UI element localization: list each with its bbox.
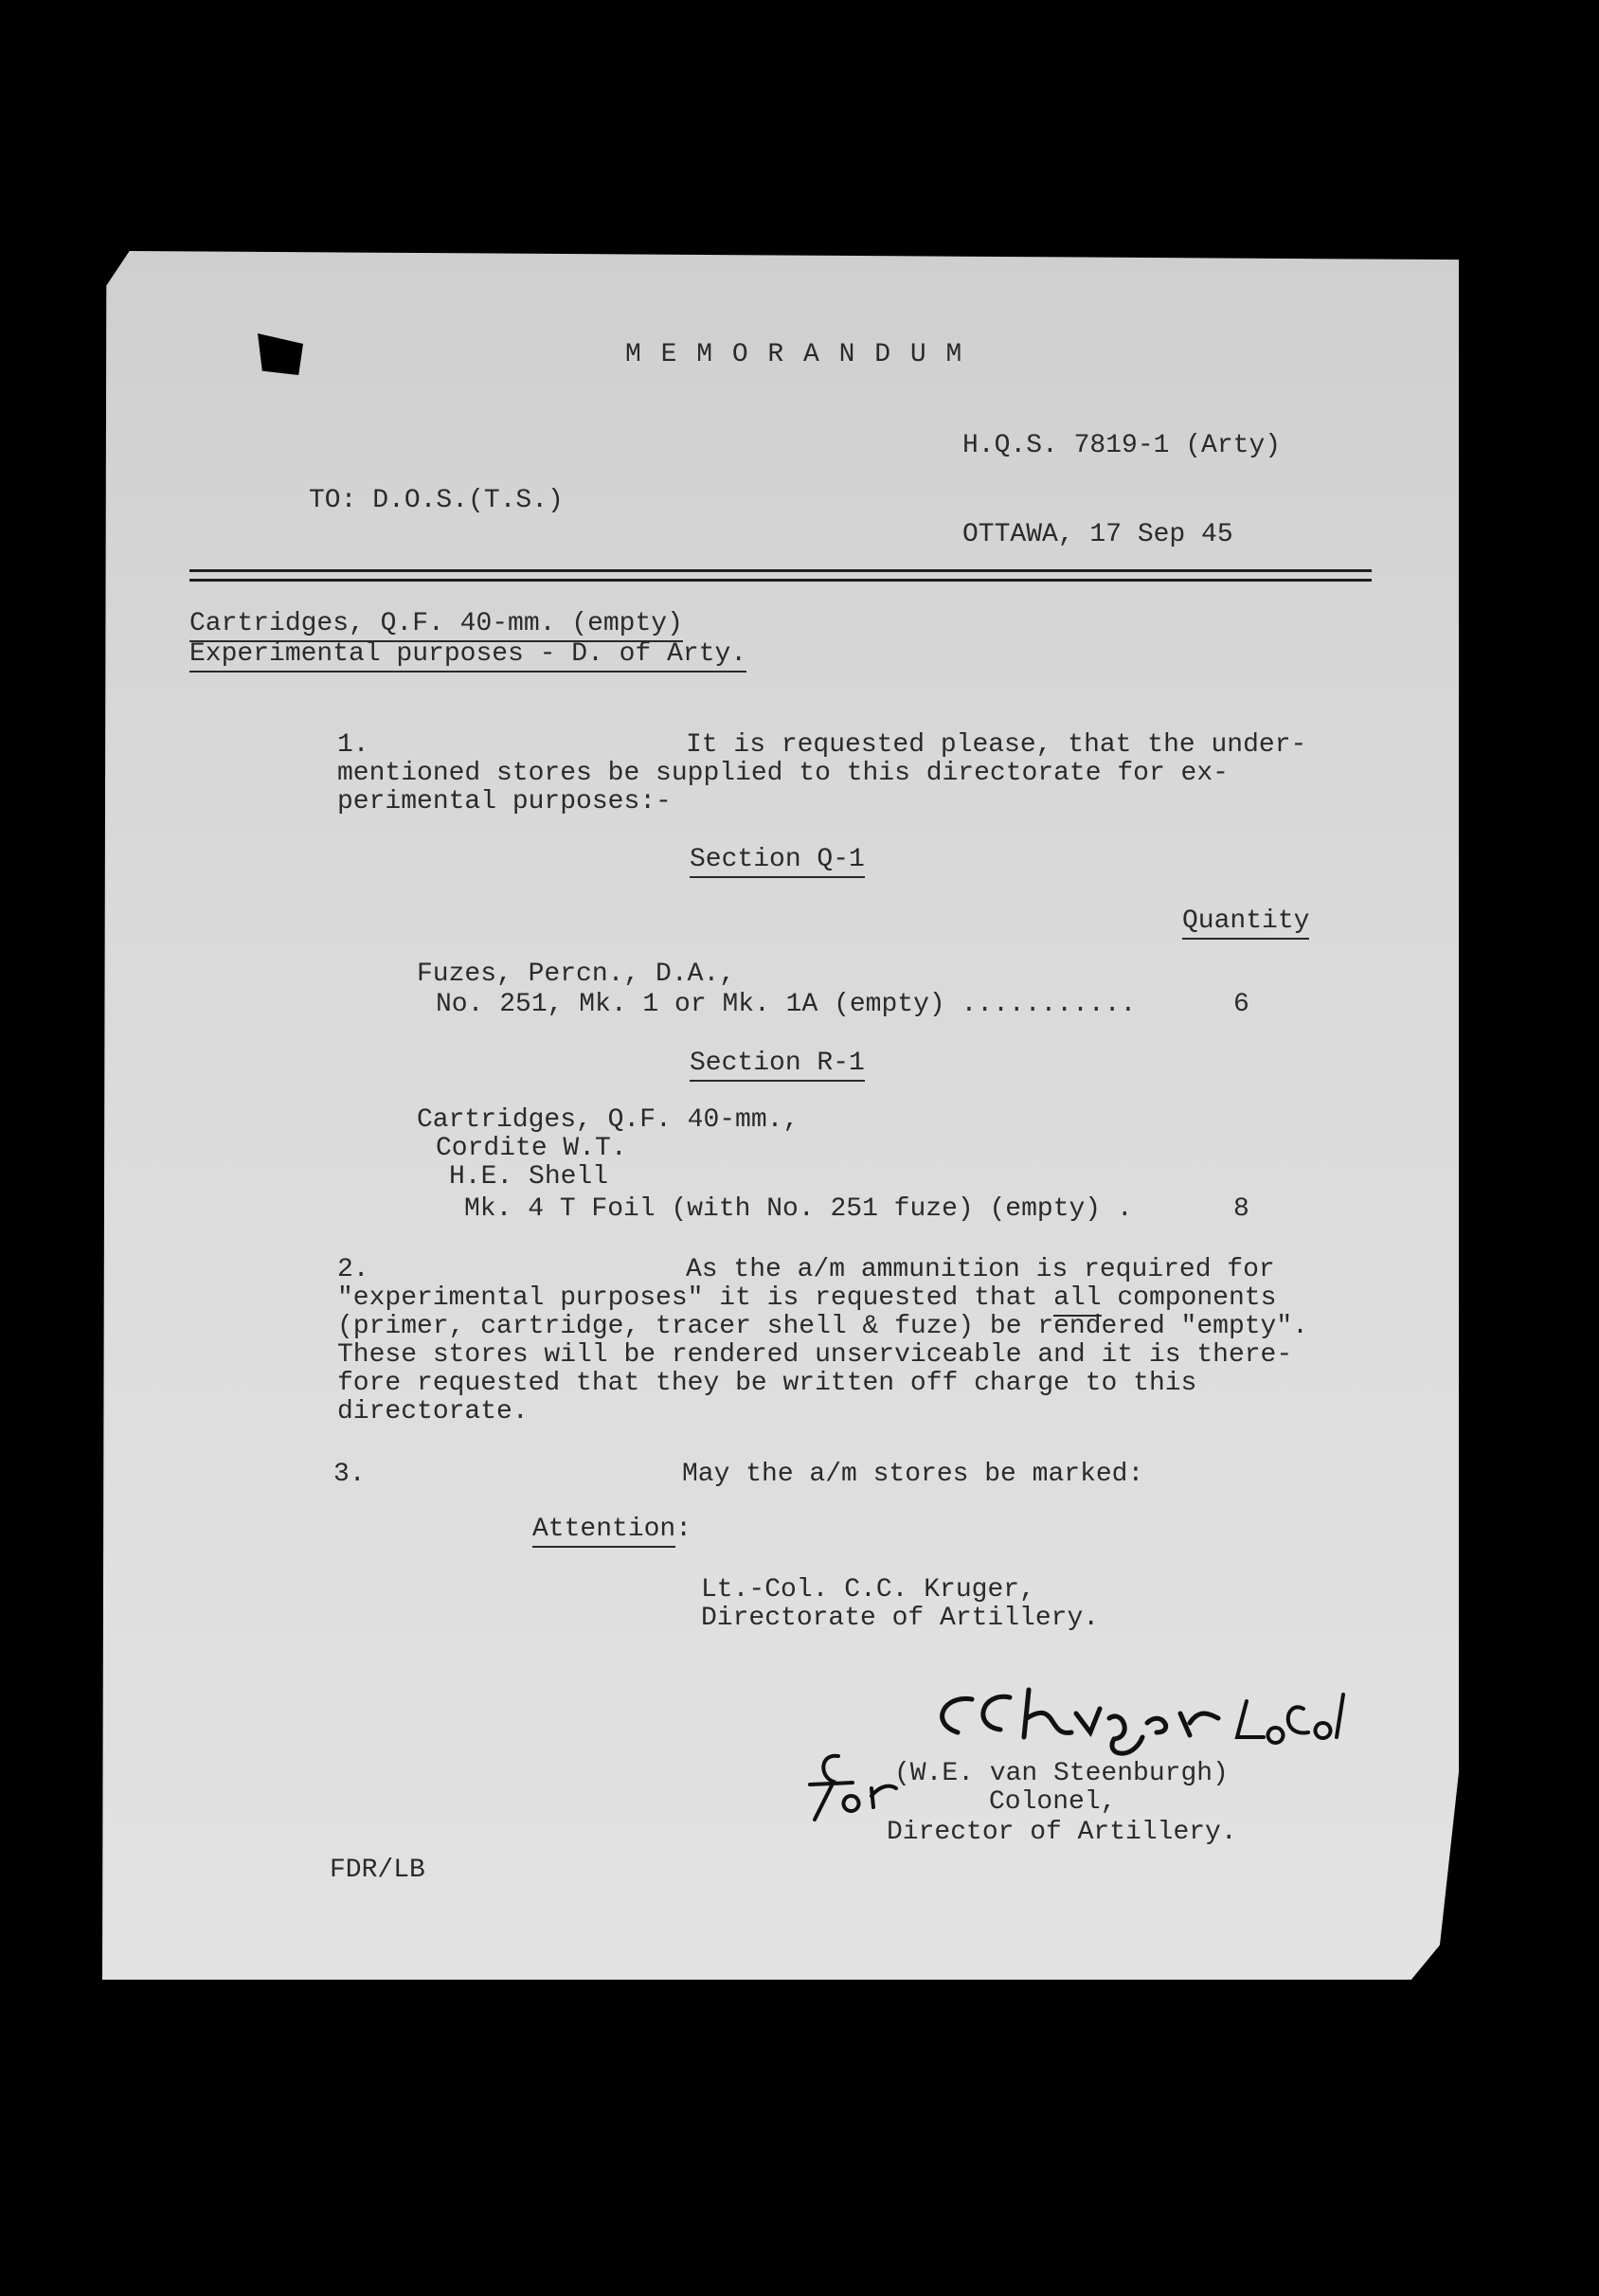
item2-line2: Cordite W.T. [436,1134,627,1163]
recipient: TO: D.O.S.(T.S.) [309,486,564,515]
signatory-rank: Colonel, [989,1787,1117,1817]
signatory-title: Director of Artillery. [887,1818,1237,1847]
para3-number: 3. [333,1460,366,1489]
header-rule-bottom [189,579,1372,582]
para2-line5: fore requested that they be written off charge to this [337,1369,1197,1398]
header-rule-top [189,569,1372,572]
memo-heading: M E M O R A N D U M [625,340,964,369]
signatory-name: (W.E. van Steenburgh) [894,1759,1229,1788]
para2-line4: These stores will be rendered unserviceable and it is there- [337,1340,1293,1370]
para2-line2-start: "experimental purposes" it is requested that [337,1283,1054,1313]
section-r-heading: Section R-1 [690,1049,865,1082]
attention-line [532,1516,692,1544]
handwritten-for [805,1749,900,1824]
para2-line2-end: components [1101,1283,1277,1313]
file-reference: H.Q.S. 7819-1 (Arty) [962,431,1282,460]
para1-line1: It is requested please, that the under- [686,730,1307,760]
item1-quantity: 6 [1233,990,1249,1019]
para2-emphasis: all [1053,1283,1101,1317]
para1-number: 1. [337,730,369,760]
item2-line3: H.E. Shell [449,1162,609,1192]
attention-label: Attention [532,1515,675,1548]
para1-line2: mentioned stores be supplied to this directorate for ex- [337,759,1229,788]
place-date: OTTAWA, 17 Sep 45 [962,520,1233,549]
item1-line2: No. 251, Mk. 1 or Mk. 1A (empty) ........... [436,990,1137,1019]
para3-text: May the a/m stores be marked: [682,1460,1144,1489]
contact-unit: Directorate of Artillery. [701,1604,1100,1633]
para2-number: 2. [337,1255,369,1284]
para2-line6: directorate. [337,1397,529,1426]
subject-line-2: Experimental purposes - D. of Arty. [189,640,746,673]
attention-colon: : [675,1515,692,1544]
subject-line-1: Cartridges, Q.F. 40-mm. (empty) [189,610,683,642]
para2-line2 [337,1284,1276,1313]
handwritten-signature [906,1680,1379,1766]
para2-line3: (primer, cartridge, tracer shell & fuze) be rendered "empty". [337,1312,1308,1341]
quantity-header: Quantity [1182,907,1309,940]
item2-line1: Cartridges, Q.F. 40-mm., [417,1105,800,1135]
item1-line1: Fuzes, Percn., D.A., [417,960,736,989]
para1-line3: perimental purposes:- [337,787,672,816]
para2-line1: As the a/m ammunition is required for [686,1255,1275,1284]
item2-quantity: 8 [1233,1194,1249,1224]
item2-line4: Mk. 4 T Foil (with No. 251 fuze) (empty) . [464,1194,1133,1224]
section-q-heading: Section Q-1 [690,846,865,878]
contact-name: Lt.-Col. C.C. Kruger, [701,1575,1035,1605]
typist-initials: FDR/LB [330,1856,425,1885]
